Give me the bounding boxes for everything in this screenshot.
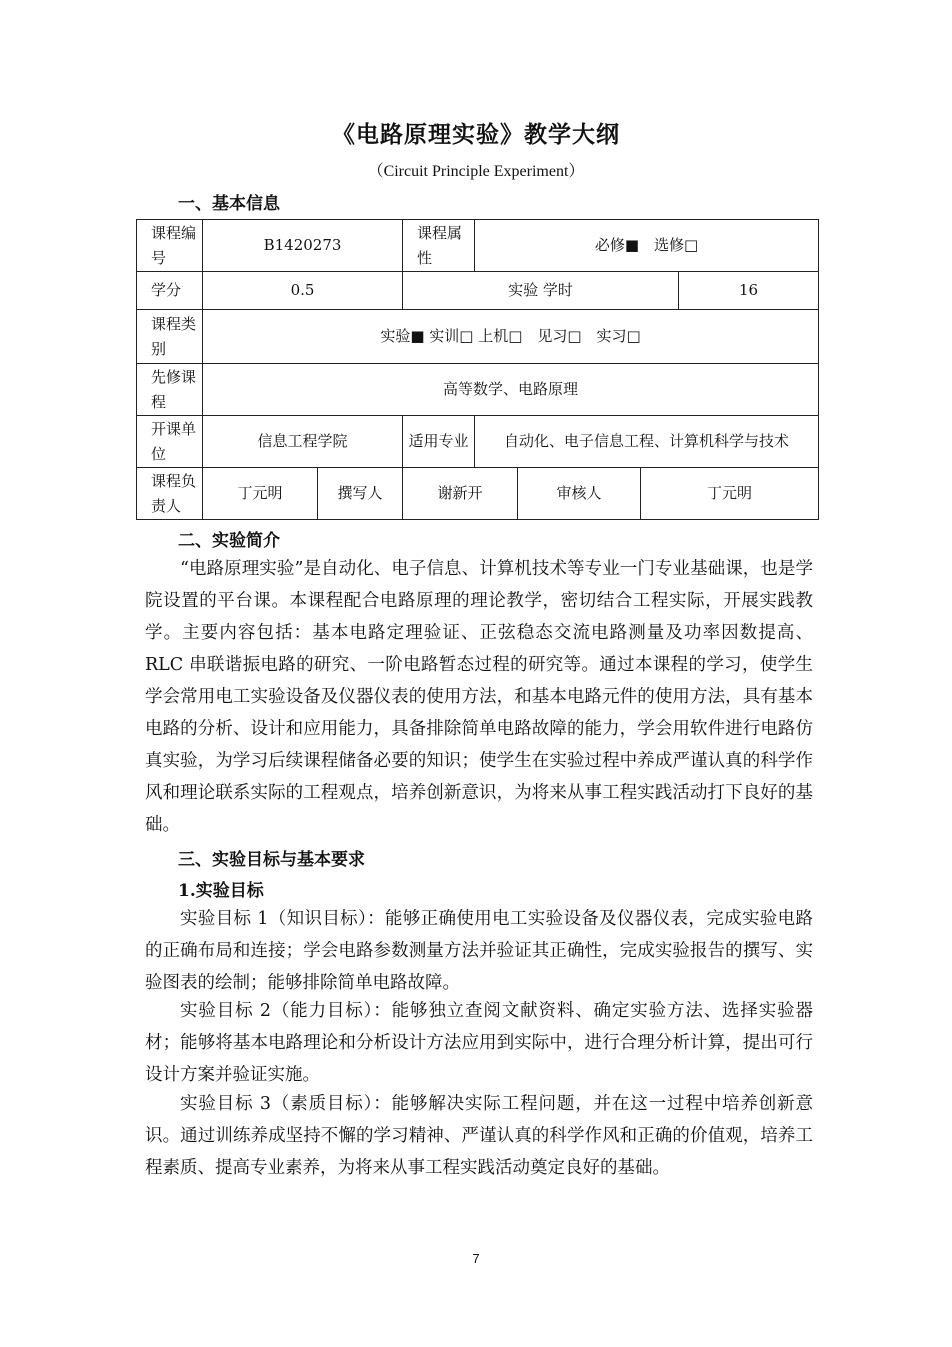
section-intro: 二、实验简介 bbox=[178, 531, 280, 551]
table-row bbox=[137, 272, 819, 310]
goal-2-paragraph bbox=[145, 995, 813, 1091]
course-attr-value: 必修■ 选修□ bbox=[475, 220, 819, 272]
reviewer-value: 丁元明 bbox=[641, 468, 819, 520]
goal-1-paragraph bbox=[145, 903, 813, 999]
document-title: 《电路原理实验》教学大纲 bbox=[332, 121, 620, 148]
intro-paragraph bbox=[145, 553, 813, 841]
course-code-label: 课程编号 bbox=[137, 220, 203, 272]
table-row bbox=[137, 220, 819, 272]
unit-label: 开课单位 bbox=[137, 416, 203, 468]
course-attr-label: 课程属性 bbox=[403, 220, 475, 272]
prereq-value: 高等数学、电路原理 bbox=[203, 364, 819, 416]
section-goals: 三、实验目标与基本要求 bbox=[178, 850, 365, 870]
goal-1-text: 实验目标 1（知识目标）：能够正确使用电工实验设备及仪器仪表，完成实验电路的正确布局和连接；学会电路参数测量方法并验证其正确性，完成实验报告的撰写、实验图表的绘制；能够排除简单电路故障。 bbox=[145, 909, 813, 993]
credit-label: 学分 bbox=[137, 272, 203, 310]
goal-3-paragraph bbox=[145, 1088, 813, 1184]
major-value: 自动化、电子信息工程、计算机科学与技术 bbox=[475, 416, 819, 468]
reviewer-label: 审核人 bbox=[518, 468, 641, 520]
unit-value: 信息工程学院 bbox=[203, 416, 403, 468]
owner-label: 课程负责人 bbox=[137, 468, 203, 520]
basic-info-table bbox=[136, 219, 819, 520]
writer-value: 谢新开 bbox=[403, 468, 518, 520]
section-basic-info: 一、基本信息 bbox=[178, 194, 280, 214]
intro-text: “电路原理实验”是自动化、电子信息、计算机技术等专业一门专业基础课，也是学院设置的平台课。本课程配合电路原理的理论教学，密切结合工程实际，开展实践教学。主要内容包括：基本电路定理验证、正弦稳态交流电路测量及功率因数提高、RLC 串联谐振电路的研究、一阶电路暂态过程的研究等。通过本课程的学习，使学生学会常用电工实验设备及仪器仪表的使用方法，和基本电路元件的使用方法，具有基本电路的分析、设计和应用能力，具备排除简单电路故障的能力，学会用软件进行电路仿真实验，为学习后续课程储备必要的知识；使学生在实验过程中养成严谨认真的科学作风和理论联系实际的工程观点，培养创新意识，为将来从事工程实践活动打下良好的基础。 bbox=[145, 559, 813, 835]
category-value: 实验■ 实训□ 上机□ 见习□ 实习□ bbox=[203, 310, 819, 364]
credit-value: 0.5 bbox=[203, 272, 403, 310]
major-label: 适用专业 bbox=[403, 416, 475, 468]
hours-value: 16 bbox=[679, 272, 819, 310]
goal-2-text: 实验目标 2（能力目标）：能够独立查阅文献资料、确定实验方法、选择实验器材；能够将基本电路理论和分析设计方法应用到实际中，进行合理分析计算，提出可行设计方案并验证实施。 bbox=[145, 1001, 813, 1085]
prereq-label: 先修课程 bbox=[137, 364, 203, 416]
writer-label: 撰写人 bbox=[318, 468, 403, 520]
subsection-goals: 1.实验目标 bbox=[178, 881, 264, 901]
document-subtitle: （Circuit Principle Experiment） bbox=[367, 163, 585, 180]
table-row bbox=[137, 364, 819, 416]
goal-3-text: 实验目标 3（素质目标）：能够解决实际工程问题，并在这一过程中培养创新意识。通过训练养成坚持不懈的学习精神、严谨认真的科学作风和正确的价值观，培养工程素质、提高专业素养，为将来从事工程实践活动奠定良好的基础。 bbox=[145, 1094, 813, 1178]
course-code-value: B1420273 bbox=[203, 220, 403, 272]
table-row bbox=[137, 468, 819, 520]
table-row bbox=[137, 310, 819, 364]
category-label: 课程类别 bbox=[137, 310, 203, 364]
page-number: 7 bbox=[472, 1251, 480, 1266]
owner-value: 丁元明 bbox=[203, 468, 318, 520]
hours-label: 实验 学时 bbox=[403, 272, 679, 310]
table-row bbox=[137, 416, 819, 468]
